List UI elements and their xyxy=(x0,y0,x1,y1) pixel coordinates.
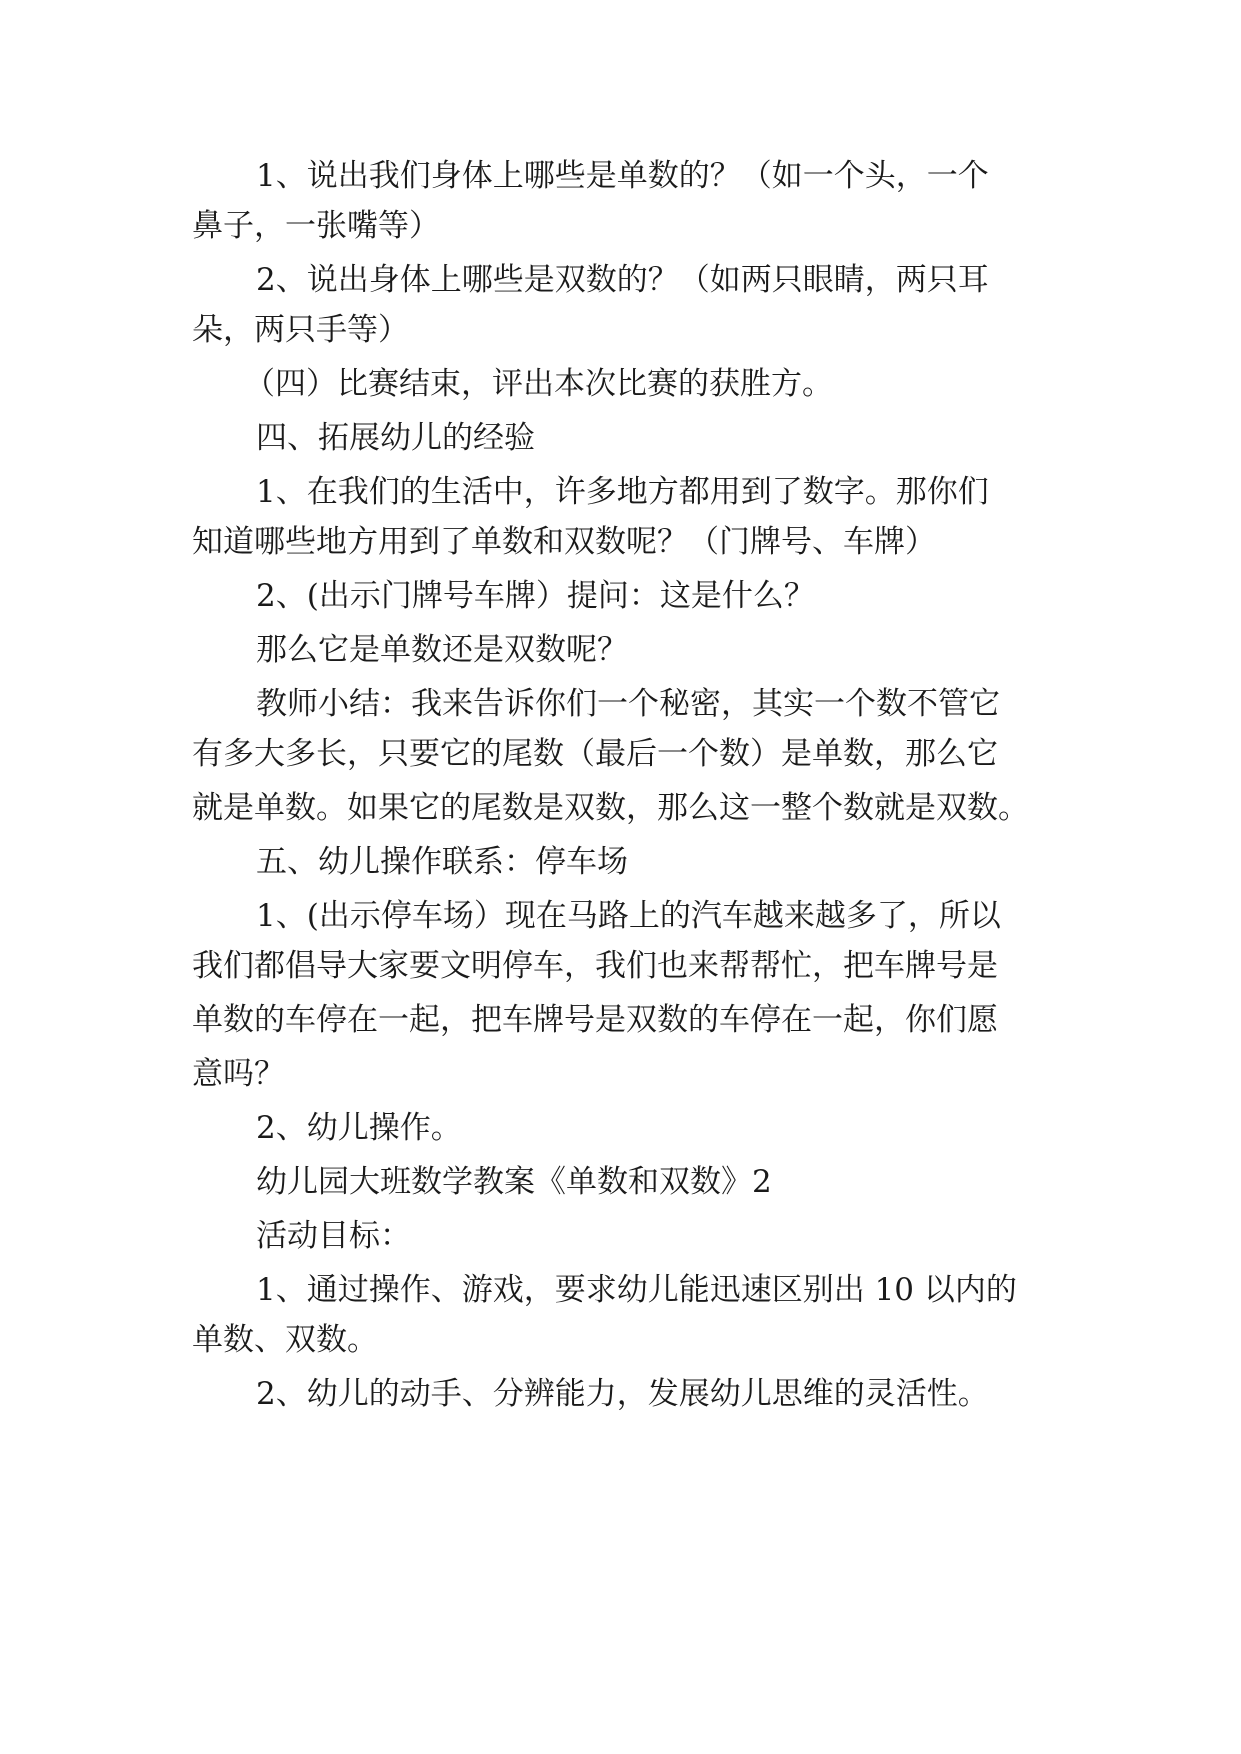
text-line: 1、通过操作、游戏，要求幼儿能迅速区别出 10 以内的 xyxy=(256,1272,1017,1308)
text-line: 单数、双数。 xyxy=(192,1322,378,1358)
text-line: 知道哪些地方用到了单数和双数呢？（门牌号、车牌） xyxy=(192,524,936,560)
text-line: 单数的车停在一起，把车牌号是双数的车停在一起，你们愿 xyxy=(192,1002,998,1038)
text-line: 那么它是单数还是双数呢？ xyxy=(256,632,628,668)
text-line: （四）比赛结束，评出本次比赛的获胜方。 xyxy=(244,366,833,402)
section-heading: 活动目标： xyxy=(256,1218,411,1254)
text-line: 朵，两只手等） xyxy=(192,312,409,348)
document-title: 幼儿园大班数学教案《单数和双数》2 xyxy=(256,1164,772,1200)
text-line: 教师小结：我来告诉你们一个秘密，其实一个数不管它 xyxy=(256,686,1000,722)
text-line: 1、(出示停车场）现在马路上的汽车越来越多了，所以 xyxy=(256,898,1001,934)
text-line: 意吗？ xyxy=(192,1056,285,1092)
text-line: 1、说出我们身体上哪些是单数的？（如一个头，一个 xyxy=(256,158,989,194)
text-line: 有多大多长，只要它的尾数（最后一个数）是单数，那么它 xyxy=(192,736,998,772)
text-line: 我们都倡导大家要文明停车，我们也来帮帮忙，把车牌号是 xyxy=(192,948,998,984)
text-line: 1、在我们的生活中，许多地方都用到了数字。那你们 xyxy=(256,474,989,510)
section-heading: 五、幼儿操作联系：停车场 xyxy=(256,844,628,880)
text-line: 2、(出示门牌号车牌）提问：这是什么？ xyxy=(256,578,815,614)
section-heading: 四、拓展幼儿的经验 xyxy=(256,420,535,456)
text-line: 2、幼儿操作。 xyxy=(256,1110,462,1146)
text-line: 就是单数。如果它的尾数是双数，那么这一整个数就是双数。 xyxy=(192,790,1029,826)
text-line: 2、幼儿的动手、分辨能力，发展幼儿思维的灵活性。 xyxy=(256,1376,989,1412)
text-line: 2、说出身体上哪些是双数的？（如两只眼睛，两只耳 xyxy=(256,262,989,298)
text-line: 鼻子，一张嘴等） xyxy=(192,208,440,244)
